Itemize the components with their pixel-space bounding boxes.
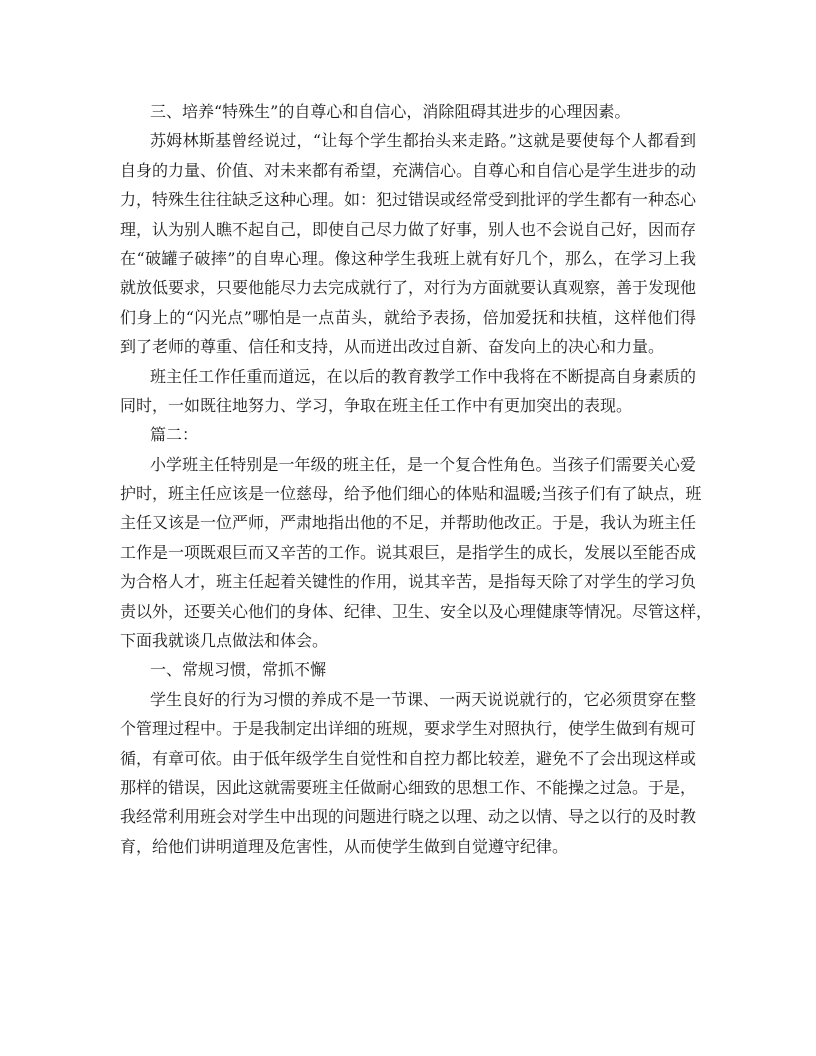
text-line: 工作是一项既艰巨而又辛苦的工作。说其艰巨，是指学生的成长，发展以至能否成 xyxy=(120,542,697,562)
text-line: 在“破罐子破摔”的自卑心理。像这种学生我班上就有好几个，那么，在学习上我 xyxy=(120,248,696,268)
text-line: 责以外，还要关心他们的身体、纪律、卫生、安全以及心理健康等情况。尽管这样， xyxy=(120,601,713,621)
text-line: 同时，一如既往地努力、学习，争取在班主任工作中有更加突出的表现。 xyxy=(120,395,633,415)
paragraph-conclusion xyxy=(120,362,696,421)
paragraph-heading-3 xyxy=(120,97,696,126)
text-line: 为合格人才，班主任起着关键性的作用，说其辛苦，是指每天除了对学生的学习负 xyxy=(120,572,697,592)
text-line: 苏姆林斯基曾经说过，“让每个学生都抬头来走路。”这就是要使每个人都看到 xyxy=(150,131,696,151)
text-line: 那样的错误，因此这就需要班主任做耐心细致的思想工作、不能操之过急。于是， xyxy=(120,777,697,797)
text-line: 自身的力量、价值、对未来都有希望，充满信心。自尊心和自信心是学生进步的动 xyxy=(120,160,697,180)
text-line: 班主任工作任重而道远，在以后的教育教学工作中我将在不断提高自身素质的 xyxy=(150,366,696,386)
text-line: 我经常利用班会对学生中出现的问题进行晓之以理、动之以情、导之以行的及时教 xyxy=(120,807,697,827)
text-line: 就放低要求，只要他能尽力去完成就行了，对行为方面就要认真观察，善于发现他 xyxy=(120,278,697,298)
text-line: 一、常规习惯，常抓不懈 xyxy=(150,660,327,680)
text-line: 循，有章可依。由于低年级学生自觉性和自控力都比较差，避免不了会出现这样或 xyxy=(120,748,697,768)
text-line: 下面我就谈几点做法和体会。 xyxy=(120,631,329,651)
text-line: 们身上的“闪光点”哪怕是一点苗头，就给予表扬，倍加爱抚和扶植，这样他们得 xyxy=(120,307,696,327)
section-heading-part-two xyxy=(120,420,696,449)
document-page xyxy=(120,97,713,861)
text-line: 学生良好的行为习惯的养成不是一节课、一两天说说就行的，它必须贯穿在整 xyxy=(150,689,696,709)
text-line: 主任又该是一位严师，严肃地指出他的不足，并帮助他改正。于是，我认为班主任 xyxy=(120,513,697,533)
paragraph-habits xyxy=(120,685,696,861)
text-line: 篇二： xyxy=(150,425,199,445)
paragraph-sukhomlinsky xyxy=(120,126,696,361)
text-line: 育，给他们讲明道理及危害性，从而使学生做到自觉遵守纪律。 xyxy=(120,836,569,856)
text-line: 到了老师的尊重、信任和支持，从而迸出改过自新、奋发向上的决心和力量。 xyxy=(120,337,665,357)
text-line: 护时，班主任应该是一位慈母，给予他们细心的体贴和温暖;当孩子们有了缺点，班 xyxy=(120,484,702,504)
text-line: 理，认为别人瞧不起自己，即使自己尽力做了好事，别人也不会说自己好，因而存 xyxy=(120,219,697,239)
paragraph-class-teacher-role xyxy=(120,450,713,656)
text-line: 三、培养“特殊生”的自尊心和自信心，消除阻碍其进步的心理因素。 xyxy=(150,102,631,121)
text-line: 小学班主任特别是一年级的班主任，是一个复合性角色。当孩子们需要关心爱 xyxy=(150,454,696,474)
paragraph-heading-1 xyxy=(120,655,696,684)
text-line: 力，特殊生往往缺乏这种心理。如：犯过错误或经常受到批评的学生都有一种态心 xyxy=(120,190,697,210)
text-line: 个管理过程中。于是我制定出详细的班规，要求学生对照执行，使学生做到有规可 xyxy=(120,719,697,739)
